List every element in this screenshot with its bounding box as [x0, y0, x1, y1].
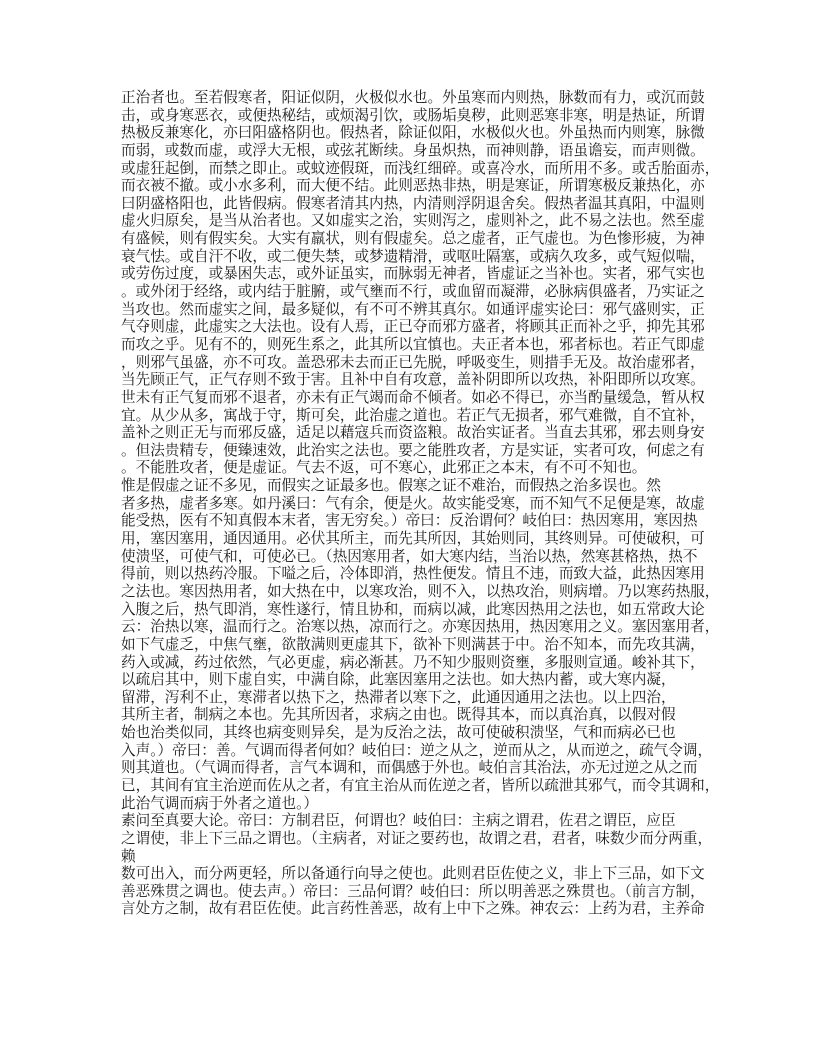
text-line: 赖: [121, 847, 136, 865]
text-line: 而弱，或数而虚，或浮大无根，或弦芤断续。身虽炽热，而神则静，语虽谵妄，而声则微。: [121, 141, 705, 159]
document-page: [121, 89, 720, 918]
text-line: 用，塞因塞用，通因通用。必伏其所主，而先其所因，其始则同，其终则异。可使破积，可: [121, 530, 705, 548]
text-line: 或虚狂起倒，而禁之即止。或蚊迹假斑，而浅红细碎。或喜冷水，而所用不多。或舌胎面赤，: [121, 159, 720, 177]
text-line: 热极反兼寒化，亦曰阳盛格阴也。假热者，除证似阳，水极似火也。外虽热而内则寒，脉微: [121, 124, 705, 142]
text-line: 宜。从少从多，寓战于守，斯可矣，此治虚之道也。若正气无损者，邪气难微，自不宜补，: [121, 406, 705, 424]
text-line: 则其道也。（气调而得者，言气本调和，而偶感于外也。岐伯言其治法，亦无过逆之从之而: [121, 759, 698, 777]
text-line: 言处方之制，故有君臣佐使。此言药性善恶，故有上中下之殊。神农云：上药为君，主养命: [121, 900, 705, 918]
text-line: 世未有正气复而邪不退者，亦未有正气竭而命不倾者。如必不得已，亦当酌量缓急，暂从权: [121, 388, 705, 406]
text-line: 此治气调而病于外者之道也。）: [121, 794, 319, 812]
text-line: 数可出入，而分两更轻，所以备通行向导之使也。此则君臣佐使之义，非上下三品，如下文: [121, 865, 705, 883]
text-line: 。不能胜攻者，便是虚证。气去不返，可不寒心，此邪正之本末，有不可不知也。: [121, 459, 647, 477]
text-line: 之法也。寒因热用者，如大热在中，以寒攻治，则不入，以热攻治，则病增。乃以寒药热服，: [121, 582, 720, 600]
text-line: 其所主者，制病之本也。先其所因者，求病之由也。既得其本，而以真治真，以假对假: [121, 706, 676, 724]
text-line: 善恶殊贯之调也。使去声。）帝曰：三品何谓？岐伯曰：所以明善恶之殊贯也。（前言方制，: [121, 882, 705, 900]
text-line: 之谓使，非上下三品之谓也。（主病者，对证之要药也，故谓之君，君者，味数少而分两重，: [121, 829, 713, 847]
text-line: 气夺则虚，此虚实之大法也。设有人焉，正已夺而邪方盛者，将顾其正而补之乎，抑先其邪: [121, 318, 705, 336]
text-line: 正治者也。至若假寒者，阳证似阴，火极似水也。外虽寒而内则热，脉数而有力，或沉而鼓: [121, 89, 705, 106]
text-line: 盖补之则正无与而邪反盛，适足以藉寇兵而资盗粮。故治实证者。当直去其邪，邪去则身安: [121, 424, 705, 442]
text-line: 始也治类似同，其终也病变则异矣，是为反治之法，故可使破积溃坚，气和而病必已也: [121, 724, 676, 742]
text-line: ，则邪气虽盛，亦不可攻。盖恐邪未去而正已先脱，呼吸变生，则措手无及。故治虚邪者，: [121, 353, 705, 371]
text-line: 药入或减，药过依然，气必更虚，病必渐甚。乃不知少服则资壅，多服则宣通。峻补其下，: [121, 653, 705, 671]
text-line: 入腹之后，热气即消，寒性遂行，情且协和，而病以减，此寒因热用之法也，如五常政大论: [121, 600, 705, 618]
text-line: 以疏启其中，则下虚自实，中满自除，此塞因塞用之法也。如大热内蓄，或大寒内凝，: [121, 671, 676, 689]
text-line: 得前，则以热药冷服。下嗌之后，冷体即消，热性便发。情且不违，而致大益，此热因寒用: [121, 565, 705, 583]
text-line: 入声。）帝曰：善。气调而得者何如？岐伯曰：逆之从之，逆而从之，从而逆之，疏气令调，: [121, 741, 713, 759]
text-line: 有盛候，则有假实矣。大实有羸状，则有假虚矣。总之虚者，正气虚也。为色惨形疲，为神: [121, 230, 705, 248]
text-line: 当先顾正气，正气存则不致于害。且补中自有攻意，盖补阴即所以攻热，补阳即所以攻寒。: [121, 371, 705, 389]
text-line: 。但法贵精专，便臻速效，此治实之法也。要之能胜攻者，方是实证，实者可攻，何虑之有: [121, 441, 705, 459]
text-line: 曰阴盛格阳也，此皆假病。假寒者清其内热，内清则浮阴退舍矣。假热者温其真阳，中温则: [121, 194, 705, 212]
text-line: 者多热，虚者多寒。如丹溪曰：气有余，便是火。故实能受寒，而不知气不足便是寒，故虚: [121, 494, 705, 512]
text-line: 。或外闭于经络，或内结于脏腑，或气壅而不行，或血留而凝滞，必脉病俱盛者，乃实证之: [121, 283, 705, 301]
text-line: 能受热，医有不知真假本末者，害无穷矣。）帝曰：反治谓何？岐伯曰：热因寒用，寒因热: [121, 512, 698, 530]
text-line: 惟是假虚之证不多见，而假实之证最多也。假寒之证不难治，而假热之治多误也。然: [121, 477, 661, 495]
text-line: 留滞，泻利不止，寒滞者以热下之，热滞者以寒下之，此通因通用之法也。以上四治，: [121, 688, 676, 706]
text-line: 素问至真要大论。帝曰：方制君臣，何谓也？岐伯曰：主病之谓君，佐君之谓臣，应臣: [121, 812, 676, 830]
text-line: 云：治热以寒，温而行之。治寒以热，凉而行之。亦寒因热用，热因寒用之义。塞因塞用者，: [121, 618, 720, 636]
text-line: 当攻也。然而虚实之间，最多疑似，有不可不辨其真尔。如通评虚实论曰：邪气盛则实，正: [121, 300, 705, 318]
text-line: 如下气虚乏，中焦气壅，欲散满则更虚其下，欲补下则满甚于中。治不知本，而先攻其满，: [121, 635, 705, 653]
text-line: 击，或身寒恶衣，或便热秘结，或烦渴引饮，或肠垢臭秽，此则恶寒非寒，明是热证，所谓: [121, 106, 705, 124]
text-line: 使溃坚，可使气和，可使必已。（热因寒用者，如大寒内结，当治以热，然寒甚格热，热不: [121, 547, 698, 565]
text-line: 或劳伤过度，或暴困失志，或外证虽实，而脉弱无神者，皆虚证之当补也。实者，邪气实也: [121, 265, 705, 283]
text-line: 而衣被不撤。或小水多利，而大便不结。此则恶热非热，明是寒证，所谓寒极反兼热化，亦: [121, 177, 705, 195]
text-line: 衰气怯。或自汗不收，或二便失禁，或梦遗精滑，或呕吐隔塞，或病久攻多，或气短似喘，: [121, 247, 705, 265]
text-line: 而攻之乎。见有不的，则死生系之，此其所以宜慎也。夫正者本也，邪者标也。若正气即虚: [121, 335, 705, 353]
text-line: 虚火归原矣，是当从治者也。又如虚实之治，实则泻之，虚则补之，此不易之法也。然至虚: [121, 212, 705, 230]
text-line: 已，其间有宜主治逆而佐从之者，有宜主治从而佐逆之者，皆所以疏泄其邪气，而令其调和，: [121, 776, 720, 794]
